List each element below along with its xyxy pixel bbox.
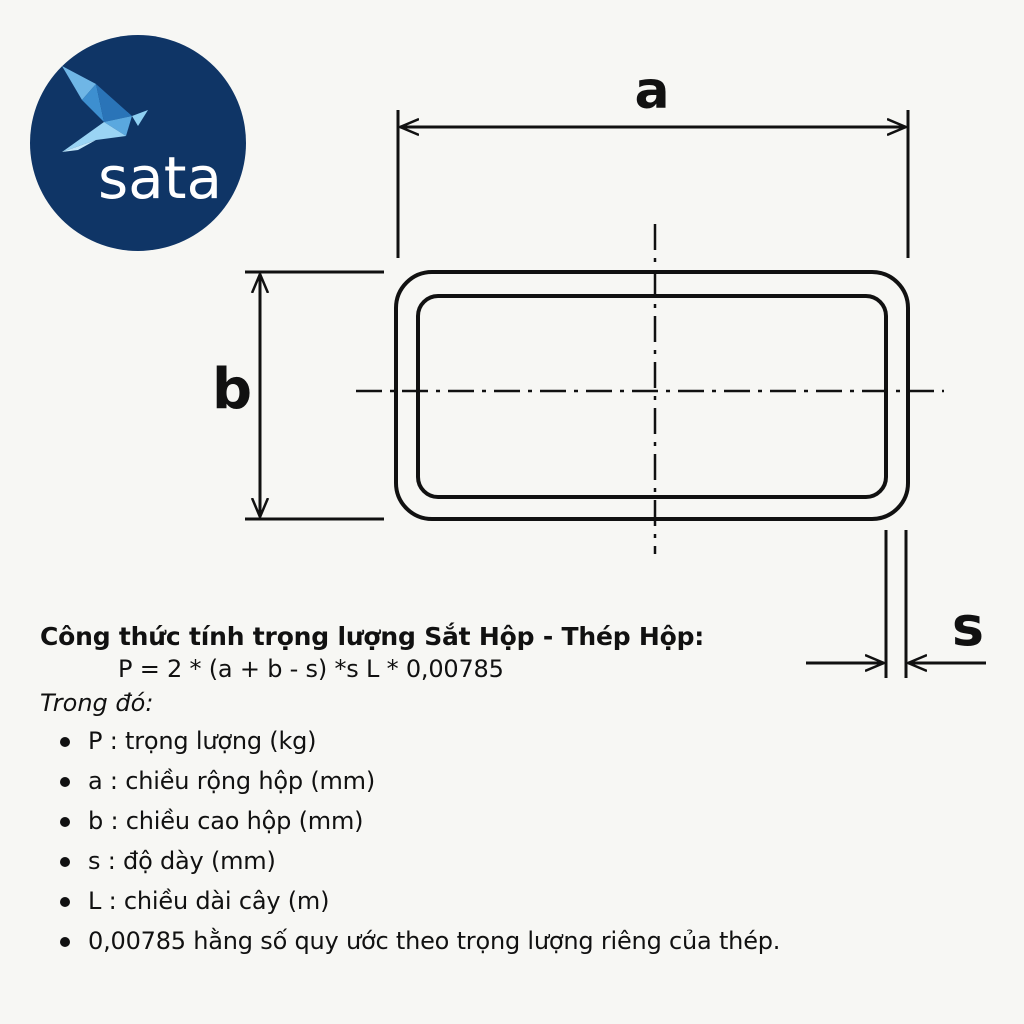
logo-circle	[30, 35, 246, 251]
legend-list	[40, 721, 1000, 961]
dimension-a-label: a	[634, 61, 670, 121]
dimension-a	[398, 61, 908, 258]
list-item: P : trọng lượng (kg)	[40, 721, 1000, 761]
sata-logo	[30, 35, 246, 251]
dimension-s-label: s	[951, 595, 985, 658]
box-inner-wall	[418, 296, 886, 497]
formula-title: Công thức tính trọng lượng Sắt Hộp - Thép Hộp:	[40, 622, 705, 651]
dimension-b	[212, 272, 384, 519]
list-item: 0,00785 hằng số quy ước theo trọng lượng riêng của thép.	[40, 921, 1000, 961]
where-label: Trong đó:	[40, 689, 154, 717]
dimension-b-label: b	[211, 357, 253, 422]
list-item: a : chiều rộng hộp (mm)	[40, 761, 1000, 801]
list-item: b : chiều cao hộp (mm)	[40, 801, 1000, 841]
box-section	[356, 224, 944, 554]
formula: P = 2 * (a + b - s) *s L * 0,00785	[118, 655, 504, 683]
formula-block	[40, 622, 1000, 961]
logo-brand-text: sata	[97, 144, 223, 212]
list-item: L : chiều dài cây (m)	[40, 881, 1000, 921]
list-item: s : độ dày (mm)	[40, 841, 1000, 881]
box-outer-wall	[396, 272, 908, 519]
